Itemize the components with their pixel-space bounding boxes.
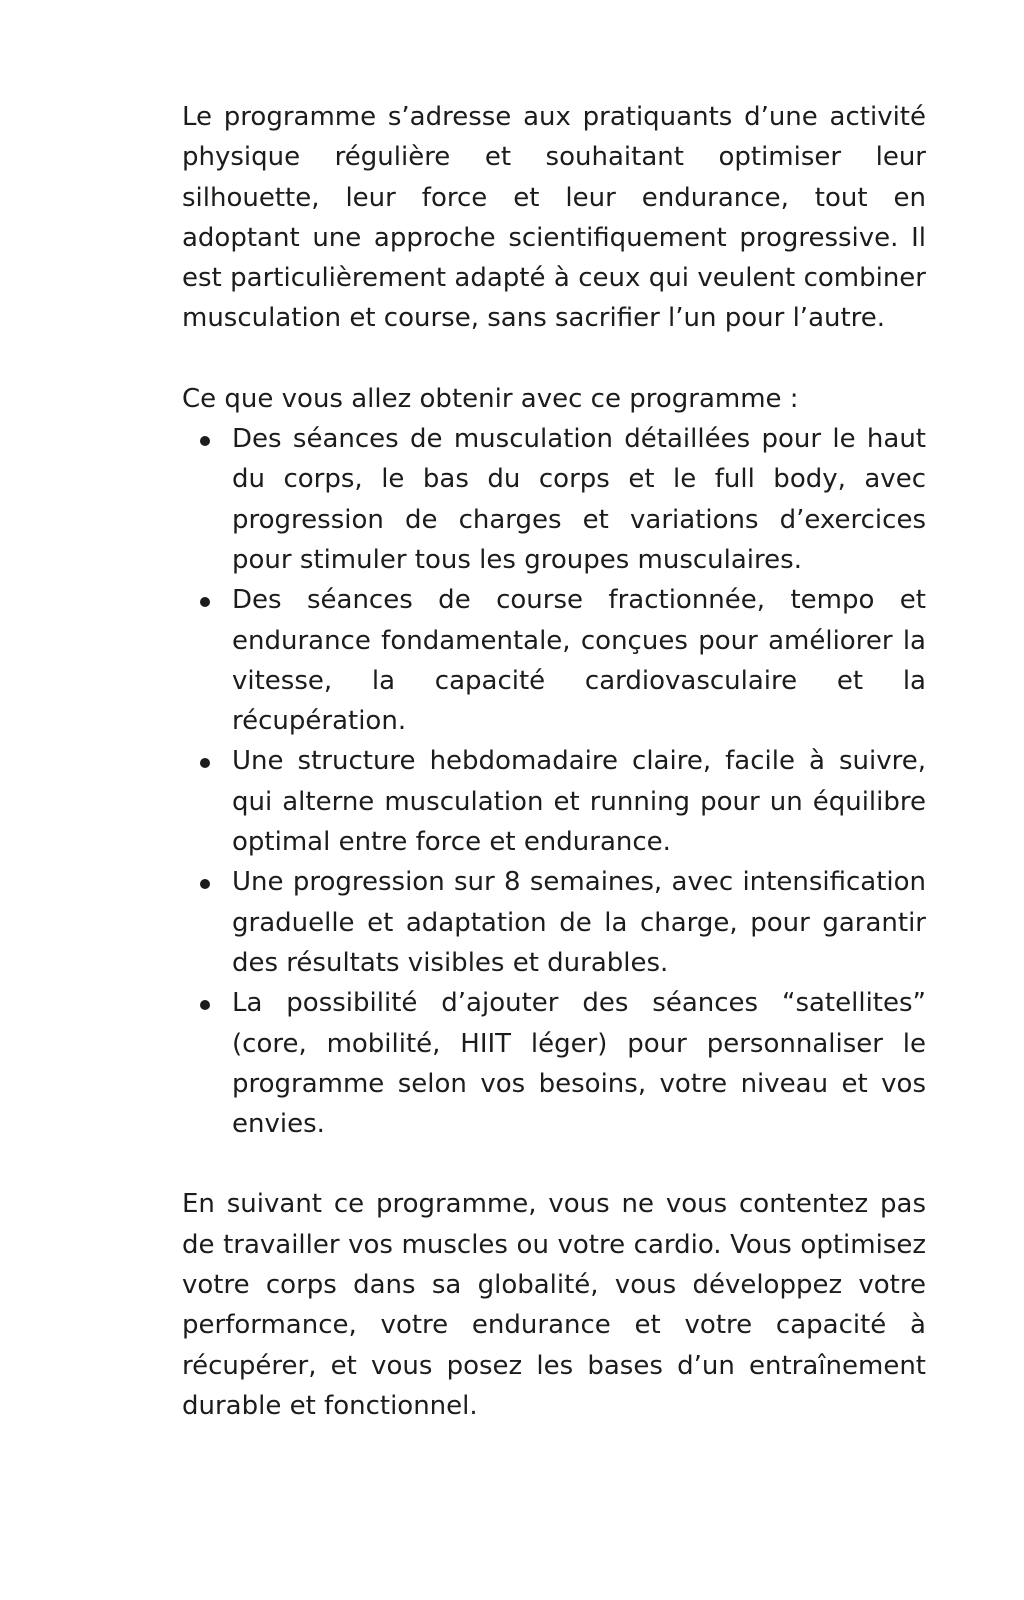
list-intro: Ce que vous allez obtenir avec ce programme : [182,383,799,414]
list-item [232,419,926,580]
list-item-text: Une structure hebdomadaire claire, facile à suivre, qui alterne musculation et running pour un équilibre optimal entre force et endurance. [232,746,926,858]
list-item-text: Une progression sur 8 semaines, avec intensification graduelle et adaptation de la charge, pour garantir des résultats visibles et durables. [232,867,926,978]
bullet-icon [200,597,210,607]
list-item-text: La possibilité d’ajouter des séances “satellites” (core, mobilité, HIIT léger) pour personnaliser le programme selon vos besoins, votre niveau et vos envies. [232,988,926,1140]
bullet-icon [200,758,210,768]
intro-paragraph: Le programme s’adresse aux pratiquants d’une activité physique régulière et souhaitant optimiser leur silhouette, leur force et leur endurance, tout en adoptant une approche scientifiquement progressive. Il est particulièrement adapté à ceux qui veulent combiner musculation et course, sans sacrifier l’un pour l’autre. [182,102,926,334]
list-item [232,580,926,741]
list-item-text: Des séances de musculation détaillées pour le haut du corps, le bas du corps et le full body, avec progression de charges et variations d’exercices pour stimuler tous les groupes musculaires. [232,424,926,575]
bullet-icon [200,436,210,446]
closing-paragraph: En suivant ce programme, vous ne vous contentez pas de travailler vos muscles ou votre cardio. Vous optimisez votre corps dans sa globalité, vous développez votre performance, votre endurance et votre capacité à récupérer, et vous posez les bases d’un entraînement durable et fonctionnel. [182,1189,926,1421]
list-item [232,862,926,983]
benefits-list [182,419,926,1144]
bullet-icon [200,879,210,889]
bullet-icon [200,1000,210,1010]
list-item-text: Des séances de course fractionnée, tempo et endurance fondamentale, conçues pour améliorer la vitesse, la capacité cardiovasculaire et la récupération. [232,585,926,737]
list-item [232,741,926,862]
list-item [232,983,926,1144]
document-page [182,97,926,1426]
